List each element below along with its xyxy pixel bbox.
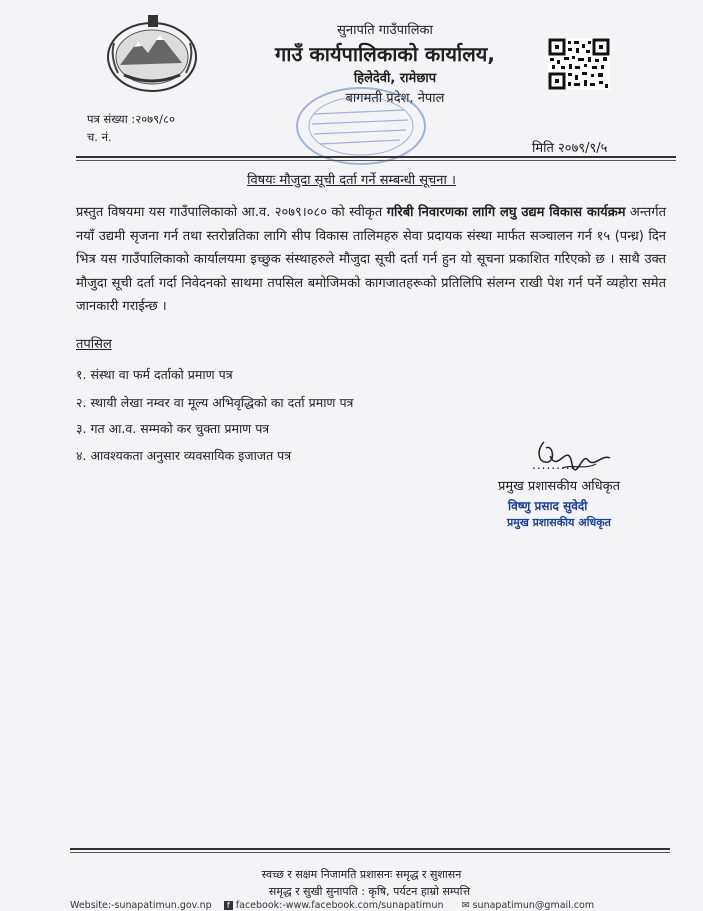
province-country: बागमती प्रदेश, नेपाल: [345, 91, 445, 106]
header-divider-thin: [76, 160, 676, 161]
subject-text: विषयः मौजुदा सूची दर्ता गर्ने सम्बन्धी सूचना ।: [247, 173, 456, 188]
footer-contacts: [70, 900, 594, 911]
email-icon: ✉: [461, 900, 470, 911]
header-divider: [76, 156, 676, 158]
signatory-role-stamp: प्रमुख प्रशासकीय अधिकृत: [507, 516, 611, 529]
footer-divider: [70, 848, 670, 850]
footer-slogan-1: स्वच्छ र सक्षम निजामति प्रशासनः समृद्ध र सुशासन: [261, 868, 462, 881]
signature-dotted-line: ..........: [532, 458, 581, 472]
notice-date: मिति २०७९/९/५: [532, 141, 608, 156]
footer-slogan-2: समृद्ध र सुखी सुनापति : कृषि, पर्यटन हाम्रो सम्पत्ति: [268, 885, 471, 898]
list-item: ३. गत आ.व. सम्मको कर चुक्ता प्रमाण पत्र: [76, 421, 270, 436]
list-heading: तपसिल: [76, 337, 112, 352]
notice-body: [76, 201, 666, 319]
footer-website: Website:-sunapatimun.gov.np: [70, 900, 212, 911]
municipality-name: सुनापति गाउँपालिका: [337, 23, 433, 38]
office-address: हिलेदेवी, रामेछाप: [353, 71, 437, 86]
facebook-icon: f: [224, 901, 233, 910]
signatory-designation: प्रमुख प्रशासकीय अधिकृत: [498, 479, 621, 494]
footer-email: sunapatimun@gmail.com: [472, 900, 595, 911]
body-main: अन्तर्गत नयाँ उद्यमी सृजना गर्न तथा स्तरोन्नतिका लागि सीप विकास तालिमहरु सेवा प्रदायक संस्था मार्फत सञ्चालन गर्न १५ (पन्ध्र) दिन भित्र यस गाउँपालिकाको कार्यालयमा इच्छुक संस्थाहरुले मौजुदा सूची दर्ता गर्न हुन यो सूचना प्रकाशित गरिएको छ । साथै उक्त मौजुदा सूची दर्ता गर्दा निवेदनको साथमा तपसिल बमोजिमको कागजातहरूको प्रतिलिपि संलग्न राखी पेश गर्न पर्ने व्यहोरा समेत जानकारी गराईन्छ ।: [76, 205, 666, 315]
dispatch-number: च. नं.: [87, 130, 112, 144]
list-item: २. स्थायी लेखा नम्वर वा मूल्य अभिवृद्धिको का दर्ता प्रमाण पत्र: [76, 395, 354, 410]
list-item: ४. आवश्यकता अनुसार व्यवसायिक इजाजत पत्र: [76, 448, 292, 463]
qr-code: [548, 38, 610, 90]
footer-facebook: facebook:-www.facebook.com/sunapatimun: [235, 900, 444, 911]
footer-divider-thin: [70, 852, 670, 853]
body-intro: प्रस्तुत विषयमा यस गाउँपालिकाको आ.व. २०७९।०८० को स्वीकृत: [76, 205, 387, 220]
reference-number: पत्र संख्या :२०७९/८०: [87, 112, 175, 126]
office-title: गाउँ कार्यपालिकाको कार्यालय,: [275, 42, 495, 66]
subject-line: [0, 170, 703, 188]
signatory-name-stamp: विष्णु प्रसाद सुवेदी: [508, 499, 588, 513]
program-name: गरिबी निवारणका लागि लघु उद्यम विकास कार्यक्रम: [386, 205, 626, 220]
list-item: १. संस्था वा फर्म दर्ताको प्रमाण पत्र: [76, 367, 233, 382]
nepal-emblem-logo: [104, 13, 200, 93]
